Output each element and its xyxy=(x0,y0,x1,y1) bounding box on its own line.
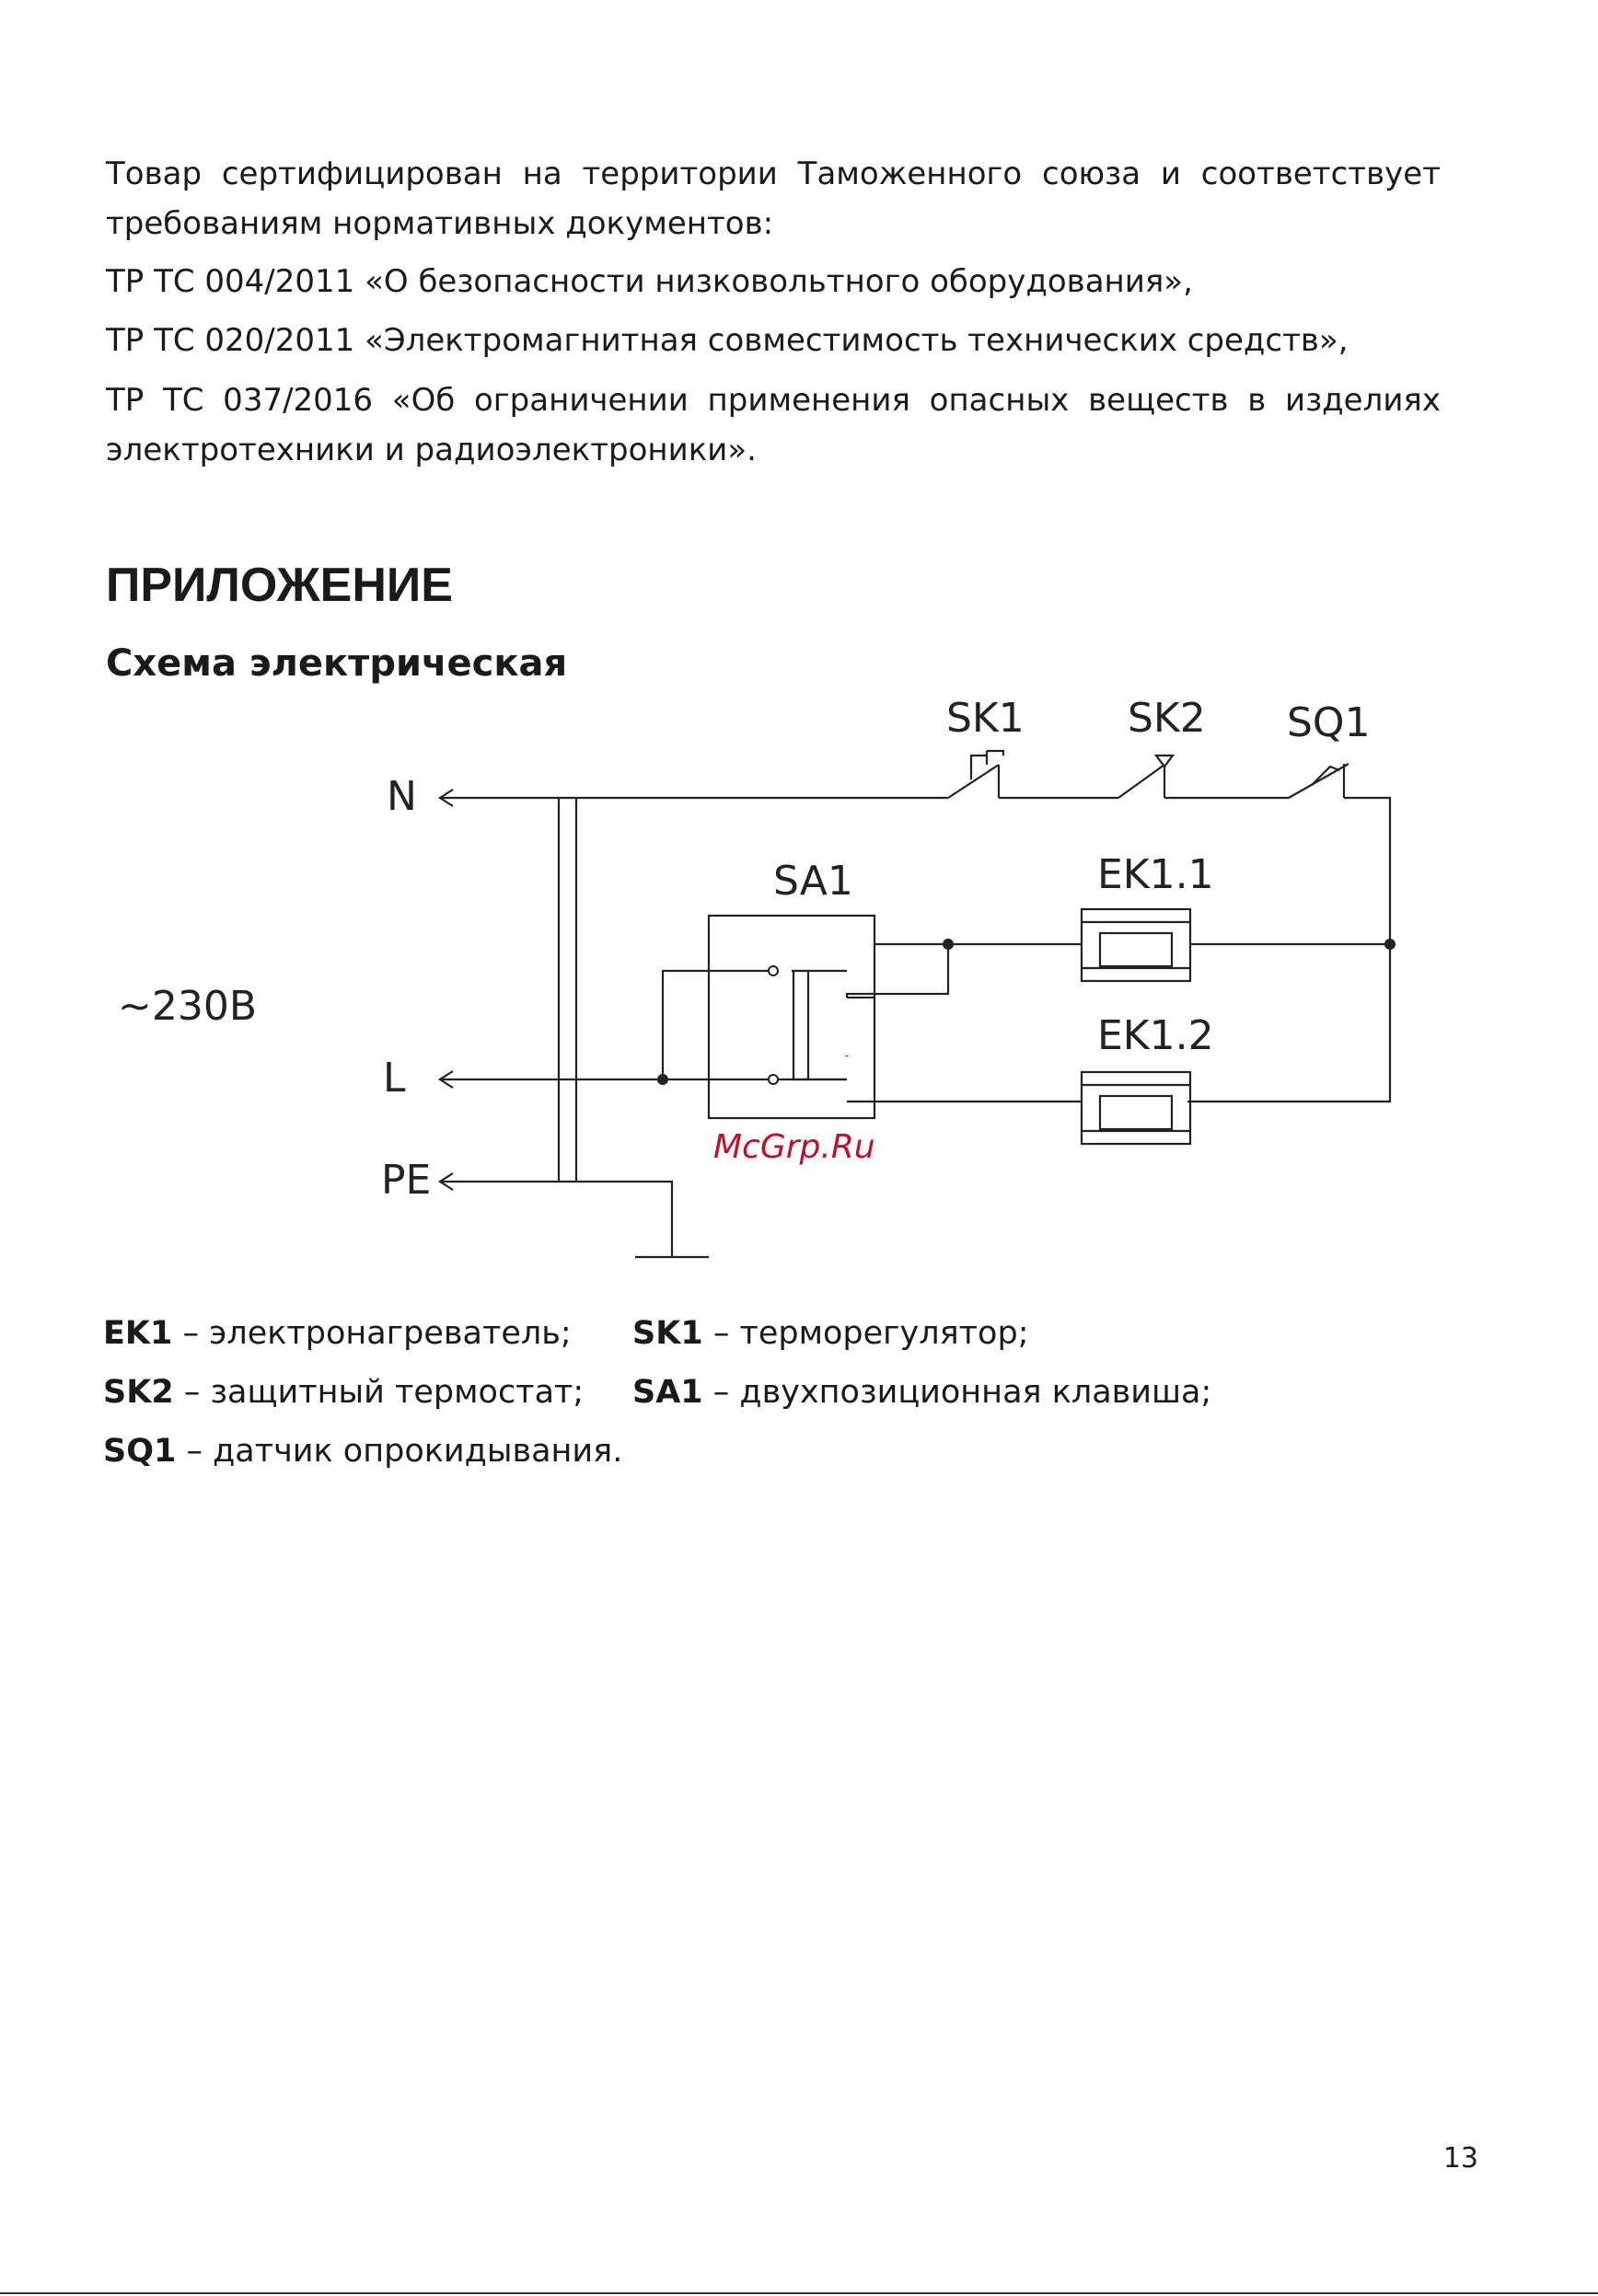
bottom-rule xyxy=(0,2292,1598,2294)
legend-sk2: SK2 – защитный термостат; xyxy=(103,1374,585,1411)
label-l: L xyxy=(383,1055,406,1102)
sk2-triangle xyxy=(1156,756,1173,767)
schematic-heading: Схема электрическая xyxy=(106,642,568,685)
contact-ring xyxy=(769,966,778,975)
label-ek12: EK1.2 xyxy=(1097,1012,1214,1059)
legend-sq1: SQ1 – датчик опрокидывания. xyxy=(103,1433,623,1470)
sk1-contact xyxy=(948,765,999,798)
regulation-004: ТР ТС 004/2011 «О безопасности низковольтного оборудования», xyxy=(106,263,1193,300)
pe-wire xyxy=(440,1182,672,1257)
label-n: N xyxy=(387,773,417,820)
page-number: 13 xyxy=(1442,2142,1478,2175)
ek11-inner xyxy=(1100,933,1172,966)
ek11-outer xyxy=(1082,909,1190,981)
label-voltage: ~230В xyxy=(118,983,258,1030)
sk2-contact xyxy=(1118,765,1164,798)
legend-sa1: SA1 – двухпозиционная клавиша; xyxy=(632,1374,1212,1411)
label-sa1: SA1 xyxy=(773,858,853,905)
watermark: McGrp.Ru xyxy=(713,1128,875,1166)
label-sk2: SK2 xyxy=(1128,695,1206,742)
label-ek11: EK1.1 xyxy=(1097,851,1214,898)
label-pe: PE xyxy=(381,1157,432,1204)
appendix-heading: ПРИЛОЖЕНИЕ xyxy=(106,559,453,612)
regulation-020: ТР ТС 020/2011 «Электромагнитная совместимость технических средств», xyxy=(106,322,1349,359)
sa1-box xyxy=(709,916,874,1118)
regulation-037: ТР ТС 037/2016 «Об ограничении применения опасных веществ в изделиях электротехники и радиоэлектроники». xyxy=(106,382,1441,468)
sq1-contact xyxy=(1289,764,1349,798)
legend-sk1: SK1 – терморегулятор; xyxy=(632,1315,1029,1352)
ek12-inner xyxy=(1100,1096,1172,1129)
legend-ek1: EK1 – электронагреватель; xyxy=(103,1315,572,1352)
label-sk1: SK1 xyxy=(946,695,1025,742)
electrical-schematic xyxy=(0,681,1598,1270)
junction-dot xyxy=(1384,939,1395,950)
certification-paragraph: Товар сертифицирован на территории Таможенного союза и соответствует требованиям нормативных документов: xyxy=(106,156,1441,242)
label-sq1: SQ1 xyxy=(1287,699,1371,746)
contact-ring xyxy=(769,1075,778,1084)
ek12-outer xyxy=(1082,1072,1190,1144)
junction-dot xyxy=(943,939,954,950)
junction-dot xyxy=(657,1074,668,1085)
